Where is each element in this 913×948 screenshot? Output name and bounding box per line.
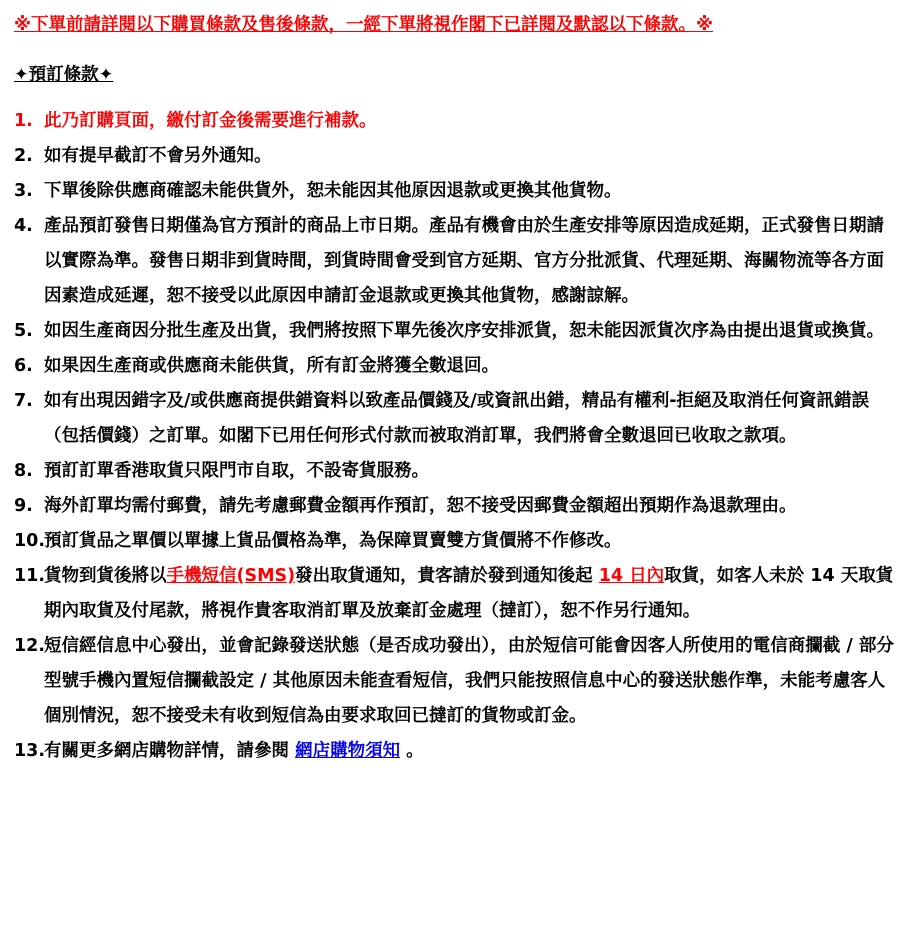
term-text: 如果因生產商或供應商未能供貨，所有訂金將獲全數退回。 — [44, 356, 499, 376]
term-item-4 — [14, 209, 901, 314]
term-item-11 — [14, 559, 901, 629]
term-number: 5. — [14, 321, 33, 341]
term-text: 海外訂單均需付郵費，請先考慮郵費金額再作預訂，恕不接受因郵費金額超出預期作為退款理由。 — [44, 496, 797, 516]
term-number: 2. — [14, 146, 33, 166]
term-text: 此乃訂購頁面，繳付訂金後需要進行補款。 — [44, 111, 377, 131]
term-item-3 — [14, 174, 901, 209]
term-text-segment: 有關更多網店購物詳情，請參閱 — [44, 741, 296, 761]
term-text-segment: 發出取貨通知，貴客請於發到通知後起 — [295, 566, 599, 586]
shop-guide-link[interactable]: 網店購物須知 — [295, 741, 401, 761]
sms-highlight: 手機短信(SMS) — [166, 566, 296, 586]
term-item-5 — [14, 314, 901, 349]
term-text: 如因生產商因分批生產及出貨，我們將按照下單先後次序安排派貨，恕未能因派貨次序為由提出退貨或換貨。 — [44, 321, 884, 341]
term-text — [44, 559, 901, 629]
term-text: 預訂貨品之單價以單據上貨品價格為準，為保障買賣雙方貨價將不作修改。 — [44, 531, 622, 551]
term-text: 如有提早截訂不會另外通知。 — [44, 146, 272, 166]
term-text-segment: 貨物到貨後將以 — [44, 566, 167, 586]
term-text-segment: 。 — [400, 741, 424, 761]
term-text: 下單後除供應商確認未能供貨外，恕未能因其他原因退款或更換其他貨物。 — [44, 181, 622, 201]
top-warning: ※下單前請詳閱以下購買條款及售後條款，一經下單將視作閣下已詳閱及默認以下條款。※ — [14, 15, 714, 35]
term-number: 4. — [14, 216, 33, 236]
term-item-2 — [14, 139, 901, 174]
term-text: 如有出現因錯字及/或供應商提供錯資料以致產品價錢及/或資訊出錯，精品有權利-拒絕及取消任何資訊錯誤（包括價錢）之訂單。如閣下已用任何形式付款而被取消訂單，我們將會全數退回已收取之款項。 — [44, 391, 870, 446]
term-number: 6. — [14, 356, 33, 376]
term-item-6 — [14, 349, 901, 384]
term-number: 3. — [14, 181, 33, 201]
section-title: ✦預訂條款✦ — [14, 65, 114, 85]
term-number: 8. — [14, 461, 33, 481]
term-number: 11. — [14, 566, 46, 586]
term-number: 12. — [14, 636, 46, 656]
term-text: 短信經信息中心發出，並會記錄發送狀態（是否成功發出），由於短信可能會因客人所使用的電信商攔截 / 部分型號手機內置短信攔截設定 / 其他原因未能查看短信，我們只能按照信息中心的發送狀態作準，未能考慮客人個別情況，恕不接受未有收到短信為由要求取回已撻訂的貨物或訂金。 — [44, 636, 894, 726]
pickup-deadline-highlight: 14 日內 — [598, 566, 665, 586]
term-item-13 — [14, 734, 901, 769]
term-item-7 — [14, 384, 901, 454]
terms-list — [14, 104, 901, 769]
term-text-segment: 取貨，如客人未於 14 天取貨期內取貨及付尾款，將視作貴客取消訂單及放棄訂金處理（撻訂），恕不作另行通知。 — [44, 566, 894, 621]
term-number: 7. — [14, 391, 33, 411]
term-text: 預訂訂單香港取貨只限門市自取，不設寄貨服務。 — [44, 461, 429, 481]
term-item-9 — [14, 489, 901, 524]
term-number: 13. — [14, 741, 46, 761]
term-number: 9. — [14, 496, 33, 516]
term-text — [44, 734, 901, 769]
term-item-1 — [14, 104, 901, 139]
term-text: 產品預訂發售日期僅為官方預計的商品上市日期。產品有機會由於生產安排等原因造成延期，正式發售日期請以實際為準。發售日期非到貨時間，到貨時間會受到官方延期、官方分批派貨、代理延期、海關物流等各方面因素造成延遲，恕不接受以此原因申請訂金退款或更換其他貨物，感謝諒解。 — [44, 216, 884, 306]
term-item-8 — [14, 454, 901, 489]
term-item-12 — [14, 629, 901, 734]
term-item-10 — [14, 524, 901, 559]
term-number: 1. — [14, 111, 33, 131]
term-number: 10. — [14, 531, 46, 551]
